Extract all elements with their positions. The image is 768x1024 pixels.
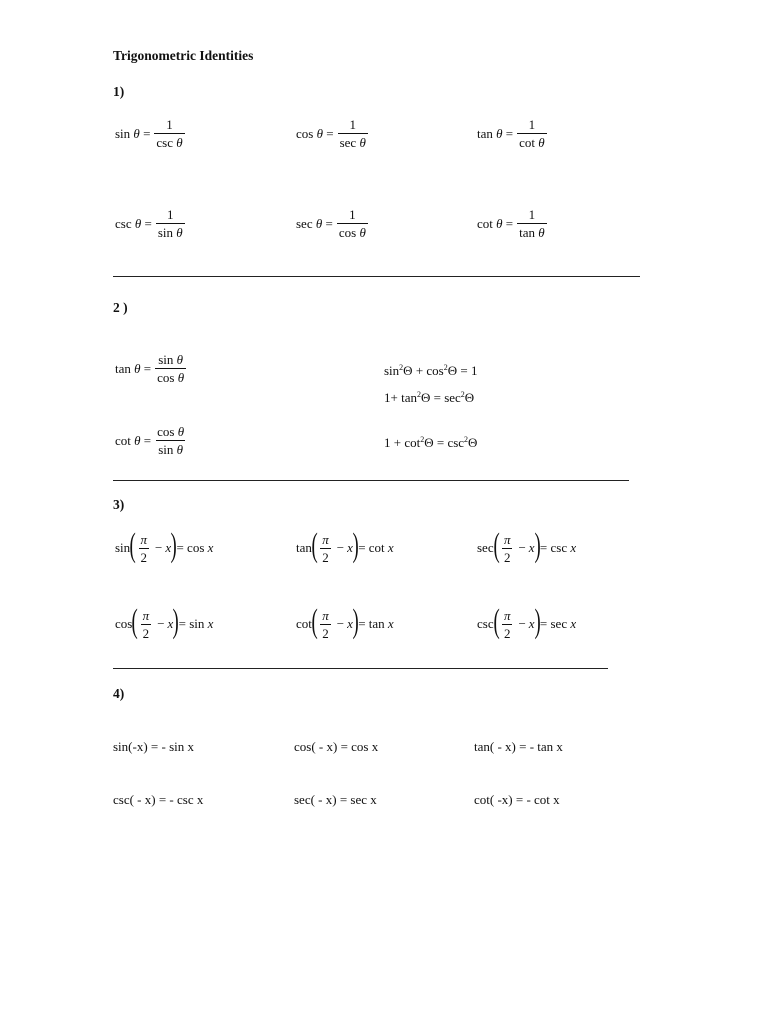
cofunction-identity-cos: cos ( $\frac{\pi}{2}$ − x ) = sin x bbox=[115, 603, 214, 641]
even-odd-identity-sin: sin(-x) = - sin x bbox=[113, 739, 194, 754]
divider-1 bbox=[113, 276, 640, 277]
reciprocal-identity-cot: cot θ = $\frac{1}{\text{tan θ}}$ bbox=[477, 207, 545, 240]
divider-3 bbox=[113, 668, 608, 669]
section-1-heading: 1) bbox=[113, 84, 125, 99]
even-odd-identity-cot: cot( -x) = - cot x bbox=[474, 792, 560, 807]
cofunction-identity-sin: sin ( $\frac{\pi}{2}$ − x ) = cos x bbox=[115, 527, 214, 565]
reciprocal-identity-cos: cos θ = $\frac{1}{\text{sec θ}}$ bbox=[296, 117, 366, 150]
reciprocal-identity-sin: sin θ = $\frac{1}{\text{csc θ}}$ bbox=[115, 117, 183, 150]
cofunction-identity-cot: cot ( $\frac{\pi}{2}$ − x ) = tan x bbox=[296, 603, 394, 641]
reciprocal-identity-csc: csc θ = $\frac{1}{\text{sin θ}}$ bbox=[115, 207, 183, 240]
quotient-identity-cot: cot θ = $\frac{\text{cos θ}}{\text{sin θ}}$ bbox=[115, 424, 185, 457]
reciprocal-identity-tan: tan θ = $\frac{1}{\text{cot θ}}$ bbox=[477, 117, 545, 150]
even-odd-identity-csc: csc( - x) = - csc x bbox=[113, 792, 204, 807]
section-3-heading: 3) bbox=[113, 497, 125, 512]
pythagorean-identity-1: $\sin^2\Theta + \cos^2\Theta = 1$ bbox=[384, 363, 478, 378]
cofunction-identity-sec: sec ( $\frac{\pi}{2}$ − x ) = csc x bbox=[477, 527, 577, 565]
reciprocal-identity-sec: sec θ = $\frac{1}{\text{cos θ}}$ bbox=[296, 207, 366, 240]
divider-2 bbox=[113, 480, 629, 481]
even-odd-identity-sec: sec( - x) = sec x bbox=[294, 792, 377, 807]
even-odd-identity-cos: cos( - x) = cos x bbox=[294, 739, 379, 754]
pythagorean-identity-3: $1 + \cot^2\Theta = \csc^2\Theta$ bbox=[384, 435, 478, 450]
page-title: Trigonometric Identities bbox=[113, 48, 254, 63]
cofunction-identity-csc: csc ( $\frac{\pi}{2}$ − x ) = sec x bbox=[477, 603, 577, 641]
cofunction-identity-tan: tan ( $\frac{\pi}{2}$ − x ) = cot x bbox=[296, 527, 394, 565]
quotient-identity-tan: tan θ = $\frac{\text{sin θ}}{\text{cos θ}}$ bbox=[115, 352, 185, 385]
pythagorean-identity-2: $1+ \tan^2\Theta = \sec^2\Theta$ bbox=[384, 390, 475, 405]
even-odd-identity-tan: tan( - x) = - tan x bbox=[474, 739, 563, 754]
section-2-heading: 2 ) bbox=[113, 300, 128, 315]
section-4-heading: 4) bbox=[113, 686, 125, 701]
